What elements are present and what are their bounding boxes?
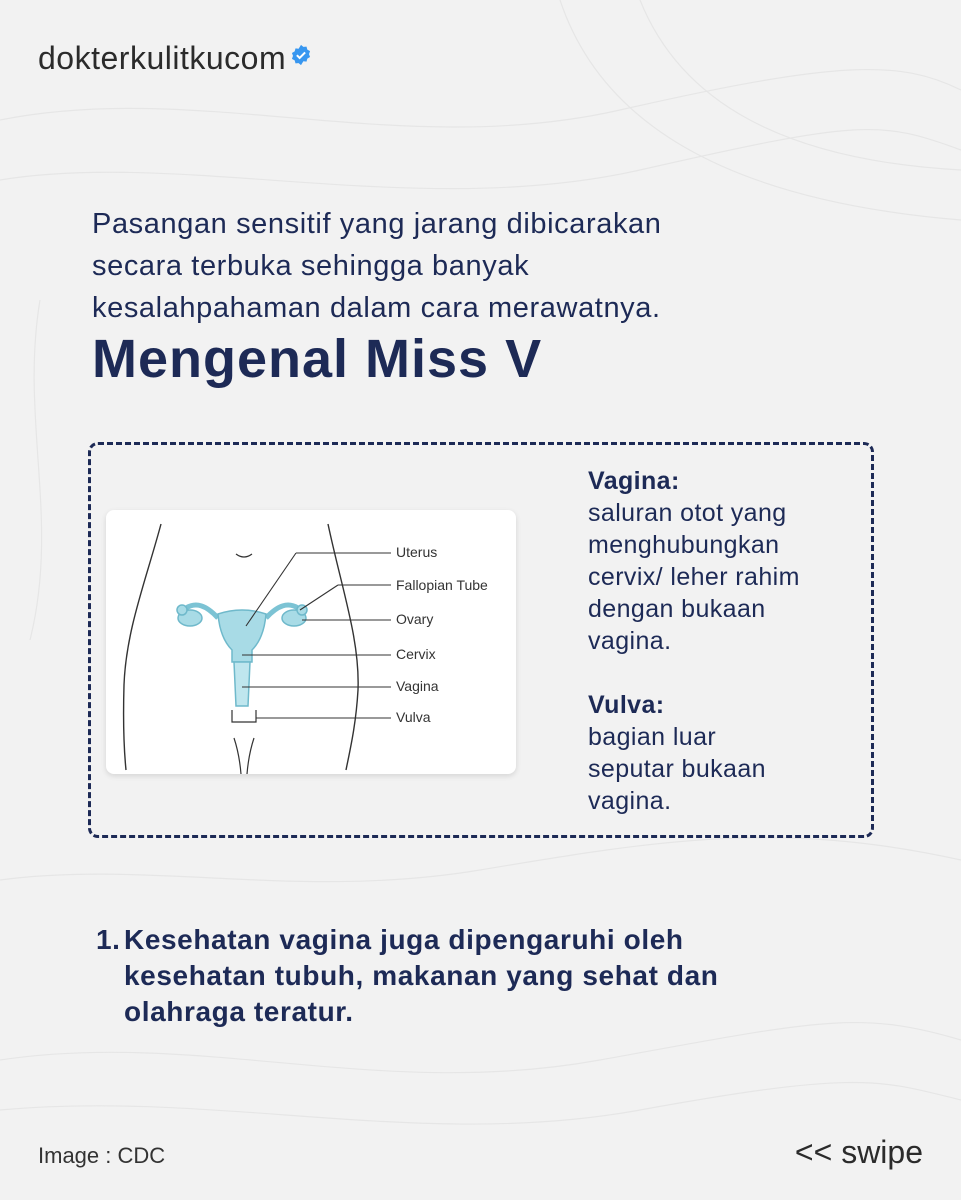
- definition-line: bagian luar: [588, 723, 717, 751]
- definition-line: vagina.: [588, 627, 672, 655]
- point-number: 1.: [96, 924, 121, 955]
- definition-line: saluran otot yang: [588, 499, 787, 527]
- diagram-label-fallopian-tube: Fallopian Tube: [396, 577, 488, 593]
- definition-line: menghubungkan: [588, 531, 780, 559]
- intro-line: secara terbuka sehingga banyak: [92, 250, 530, 282]
- swipe-hint[interactable]: << swipe: [794, 1134, 923, 1170]
- definition-line: seputar bukaan: [588, 755, 766, 783]
- diagram-label-vulva: Vulva: [396, 709, 431, 725]
- handle-text: dokterkulitkucom: [38, 40, 287, 76]
- point-line: olahraga teratur.: [124, 996, 354, 1027]
- definition-term-vulva: Vulva:: [588, 691, 665, 719]
- definition-term-vagina: Vagina:: [588, 467, 680, 495]
- diagram-label-vagina: Vagina: [396, 678, 439, 694]
- point-line: Kesehatan vagina juga dipengaruhi oleh: [124, 924, 684, 955]
- diagram-label-ovary: Ovary: [396, 611, 434, 627]
- page-title: Mengenal Miss V: [92, 329, 543, 389]
- point-text: [124, 922, 884, 1030]
- intro-line: Pasangan sensitif yang jarang dibicarakan: [92, 208, 662, 240]
- point-line: kesehatan tubuh, makanan yang sehat dan: [124, 960, 719, 991]
- definition-line: vagina.: [588, 787, 672, 815]
- anatomy-illustration: [106, 510, 516, 774]
- definition-line: dengan bukaan: [588, 595, 766, 623]
- definitions: [588, 465, 868, 817]
- diagram-label-uterus: Uterus: [396, 544, 438, 560]
- anatomy-diagram: [106, 510, 516, 774]
- intro-line: kesalahpahaman dalam cara merawatnya.: [92, 292, 661, 324]
- account-handle[interactable]: [38, 40, 312, 77]
- intro-text: [92, 203, 852, 329]
- verified-badge-icon: [290, 44, 312, 66]
- diagram-label-cervix: Cervix: [396, 646, 436, 662]
- definition-line: cervix/ leher rahim: [588, 563, 800, 591]
- image-credit: Image : CDC: [38, 1143, 166, 1168]
